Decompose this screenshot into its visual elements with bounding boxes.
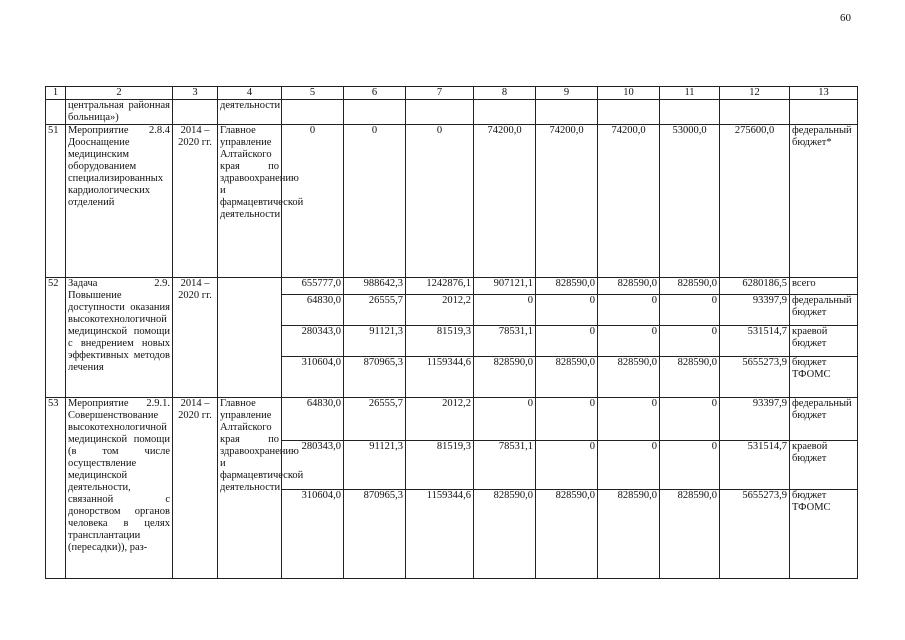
source-cell: всего xyxy=(790,278,858,295)
header-row xyxy=(46,87,858,100)
value-cell: 93397,9 xyxy=(720,398,790,441)
value-cell: 1159344,6 xyxy=(406,357,474,398)
column-header: 4 xyxy=(218,87,282,100)
value-cell: 0 xyxy=(660,326,720,357)
value-cell: 870965,3 xyxy=(344,357,406,398)
table-cell xyxy=(173,100,218,125)
column-header: 1 xyxy=(46,87,66,100)
column-header: 10 xyxy=(598,87,660,100)
row-number: 52 xyxy=(46,278,66,398)
column-header: 8 xyxy=(474,87,536,100)
value-cell: 64830,0 xyxy=(282,295,344,326)
value-cell: 0 xyxy=(536,398,598,441)
name-cell: Мероприятие 2.9.1. Совершенствование высокотехнологичной медицинской помощи (в том числе осуществление медицинской деятельности, связанной с донорством органов человека в целях трансплантации (пересадки)), раз- xyxy=(66,398,173,579)
value-cell: 0 xyxy=(406,125,474,278)
column-header: 13 xyxy=(790,87,858,100)
column-header: 5 xyxy=(282,87,344,100)
source-cell: федеральный бюджет* xyxy=(790,125,858,278)
value-cell: 0 xyxy=(344,125,406,278)
column-header: 2 xyxy=(66,87,173,100)
value-cell: 828590,0 xyxy=(474,357,536,398)
table-cell xyxy=(536,100,598,125)
value-cell: 828590,0 xyxy=(474,490,536,579)
table-row-51 xyxy=(46,125,858,278)
value-cell: 828590,0 xyxy=(660,490,720,579)
value-cell: 2012,2 xyxy=(406,398,474,441)
source-cell: федеральный бюджет xyxy=(790,398,858,441)
table-cell xyxy=(790,100,858,125)
value-cell: 5655273,9 xyxy=(720,490,790,579)
row-number: 53 xyxy=(46,398,66,579)
name-cell: центральная районная больница») xyxy=(66,100,173,125)
value-cell: 74200,0 xyxy=(474,125,536,278)
source-cell: краевой бюджет xyxy=(790,326,858,357)
value-cell: 0 xyxy=(474,295,536,326)
value-cell: 81519,3 xyxy=(406,441,474,490)
value-cell: 0 xyxy=(598,398,660,441)
value-cell: 828590,0 xyxy=(536,490,598,579)
value-cell: 0 xyxy=(660,398,720,441)
value-cell: 53000,0 xyxy=(660,125,720,278)
value-cell: 74200,0 xyxy=(598,125,660,278)
value-cell: 310604,0 xyxy=(282,357,344,398)
page-number: 60 xyxy=(840,12,851,24)
table-cell xyxy=(46,100,66,125)
value-cell: 828590,0 xyxy=(536,357,598,398)
period-cell: 2014 – 2020 гг. xyxy=(173,398,218,579)
value-cell: 907121,1 xyxy=(474,278,536,295)
period-cell: 2014 – 2020 гг. xyxy=(173,125,218,278)
value-cell: 275600,0 xyxy=(720,125,790,278)
value-cell: 828590,0 xyxy=(536,278,598,295)
table-cell xyxy=(282,100,344,125)
value-cell: 26555,7 xyxy=(344,398,406,441)
table-row-52 xyxy=(46,278,858,295)
executor-cell: Главное управление Алтайского края по здравоохранению и фармацевтической деятельности xyxy=(218,398,282,579)
value-cell: 0 xyxy=(282,125,344,278)
value-cell: 655777,0 xyxy=(282,278,344,295)
value-cell: 280343,0 xyxy=(282,326,344,357)
value-cell: 0 xyxy=(660,441,720,490)
table-row-continuation xyxy=(46,100,858,125)
source-cell: бюджет ТФОМС xyxy=(790,490,858,579)
value-cell: 2012,2 xyxy=(406,295,474,326)
table-cell xyxy=(598,100,660,125)
value-cell: 64830,0 xyxy=(282,398,344,441)
column-header: 6 xyxy=(344,87,406,100)
value-cell: 310604,0 xyxy=(282,490,344,579)
table-cell xyxy=(474,100,536,125)
value-cell: 0 xyxy=(474,398,536,441)
value-cell: 1159344,6 xyxy=(406,490,474,579)
value-cell: 0 xyxy=(536,326,598,357)
value-cell: 828590,0 xyxy=(598,278,660,295)
value-cell: 81519,3 xyxy=(406,326,474,357)
table-row-53 xyxy=(46,398,858,441)
value-cell: 0 xyxy=(598,441,660,490)
value-cell: 0 xyxy=(598,326,660,357)
column-header: 3 xyxy=(173,87,218,100)
value-cell: 828590,0 xyxy=(660,278,720,295)
value-cell: 78531,1 xyxy=(474,441,536,490)
name-cell: Задача 2.9. Повышение доступности оказания высокотехнологичной медицинской помощи с внедрением новых эффективных методов лечения xyxy=(66,278,173,398)
column-header: 12 xyxy=(720,87,790,100)
value-cell: 1242876,1 xyxy=(406,278,474,295)
value-cell: 828590,0 xyxy=(598,490,660,579)
value-cell: 828590,0 xyxy=(598,357,660,398)
table-cell xyxy=(660,100,720,125)
value-cell: 280343,0 xyxy=(282,441,344,490)
value-cell: 531514,7 xyxy=(720,326,790,357)
value-cell: 531514,7 xyxy=(720,441,790,490)
value-cell: 0 xyxy=(536,295,598,326)
value-cell: 74200,0 xyxy=(536,125,598,278)
row-number: 51 xyxy=(46,125,66,278)
program-table xyxy=(45,86,858,579)
executor-cell: деятельности xyxy=(218,100,282,125)
table-cell xyxy=(344,100,406,125)
executor-cell xyxy=(218,278,282,398)
executor-cell: Главное управление Алтайского края по здравоохранению и фармацевтической деятельности xyxy=(218,125,282,278)
table-cell xyxy=(720,100,790,125)
table-cell xyxy=(406,100,474,125)
value-cell: 26555,7 xyxy=(344,295,406,326)
value-cell: 870965,3 xyxy=(344,490,406,579)
value-cell: 0 xyxy=(536,441,598,490)
source-cell: краевой бюджет xyxy=(790,441,858,490)
source-cell: федеральный бюджет xyxy=(790,295,858,326)
value-cell: 5655273,9 xyxy=(720,357,790,398)
value-cell: 91121,3 xyxy=(344,326,406,357)
column-header: 11 xyxy=(660,87,720,100)
value-cell: 78531,1 xyxy=(474,326,536,357)
value-cell: 93397,9 xyxy=(720,295,790,326)
column-header: 9 xyxy=(536,87,598,100)
period-cell: 2014 – 2020 гг. xyxy=(173,278,218,398)
source-cell: бюджет ТФОМС xyxy=(790,357,858,398)
value-cell: 91121,3 xyxy=(344,441,406,490)
value-cell: 828590,0 xyxy=(660,357,720,398)
value-cell: 0 xyxy=(660,295,720,326)
value-cell: 988642,3 xyxy=(344,278,406,295)
value-cell: 0 xyxy=(598,295,660,326)
value-cell: 6280186,5 xyxy=(720,278,790,295)
name-cell: Мероприятие 2.8.4 Дооснащение медицинским оборудованием специализированных кардиологических отделений xyxy=(66,125,173,278)
column-header: 7 xyxy=(406,87,474,100)
